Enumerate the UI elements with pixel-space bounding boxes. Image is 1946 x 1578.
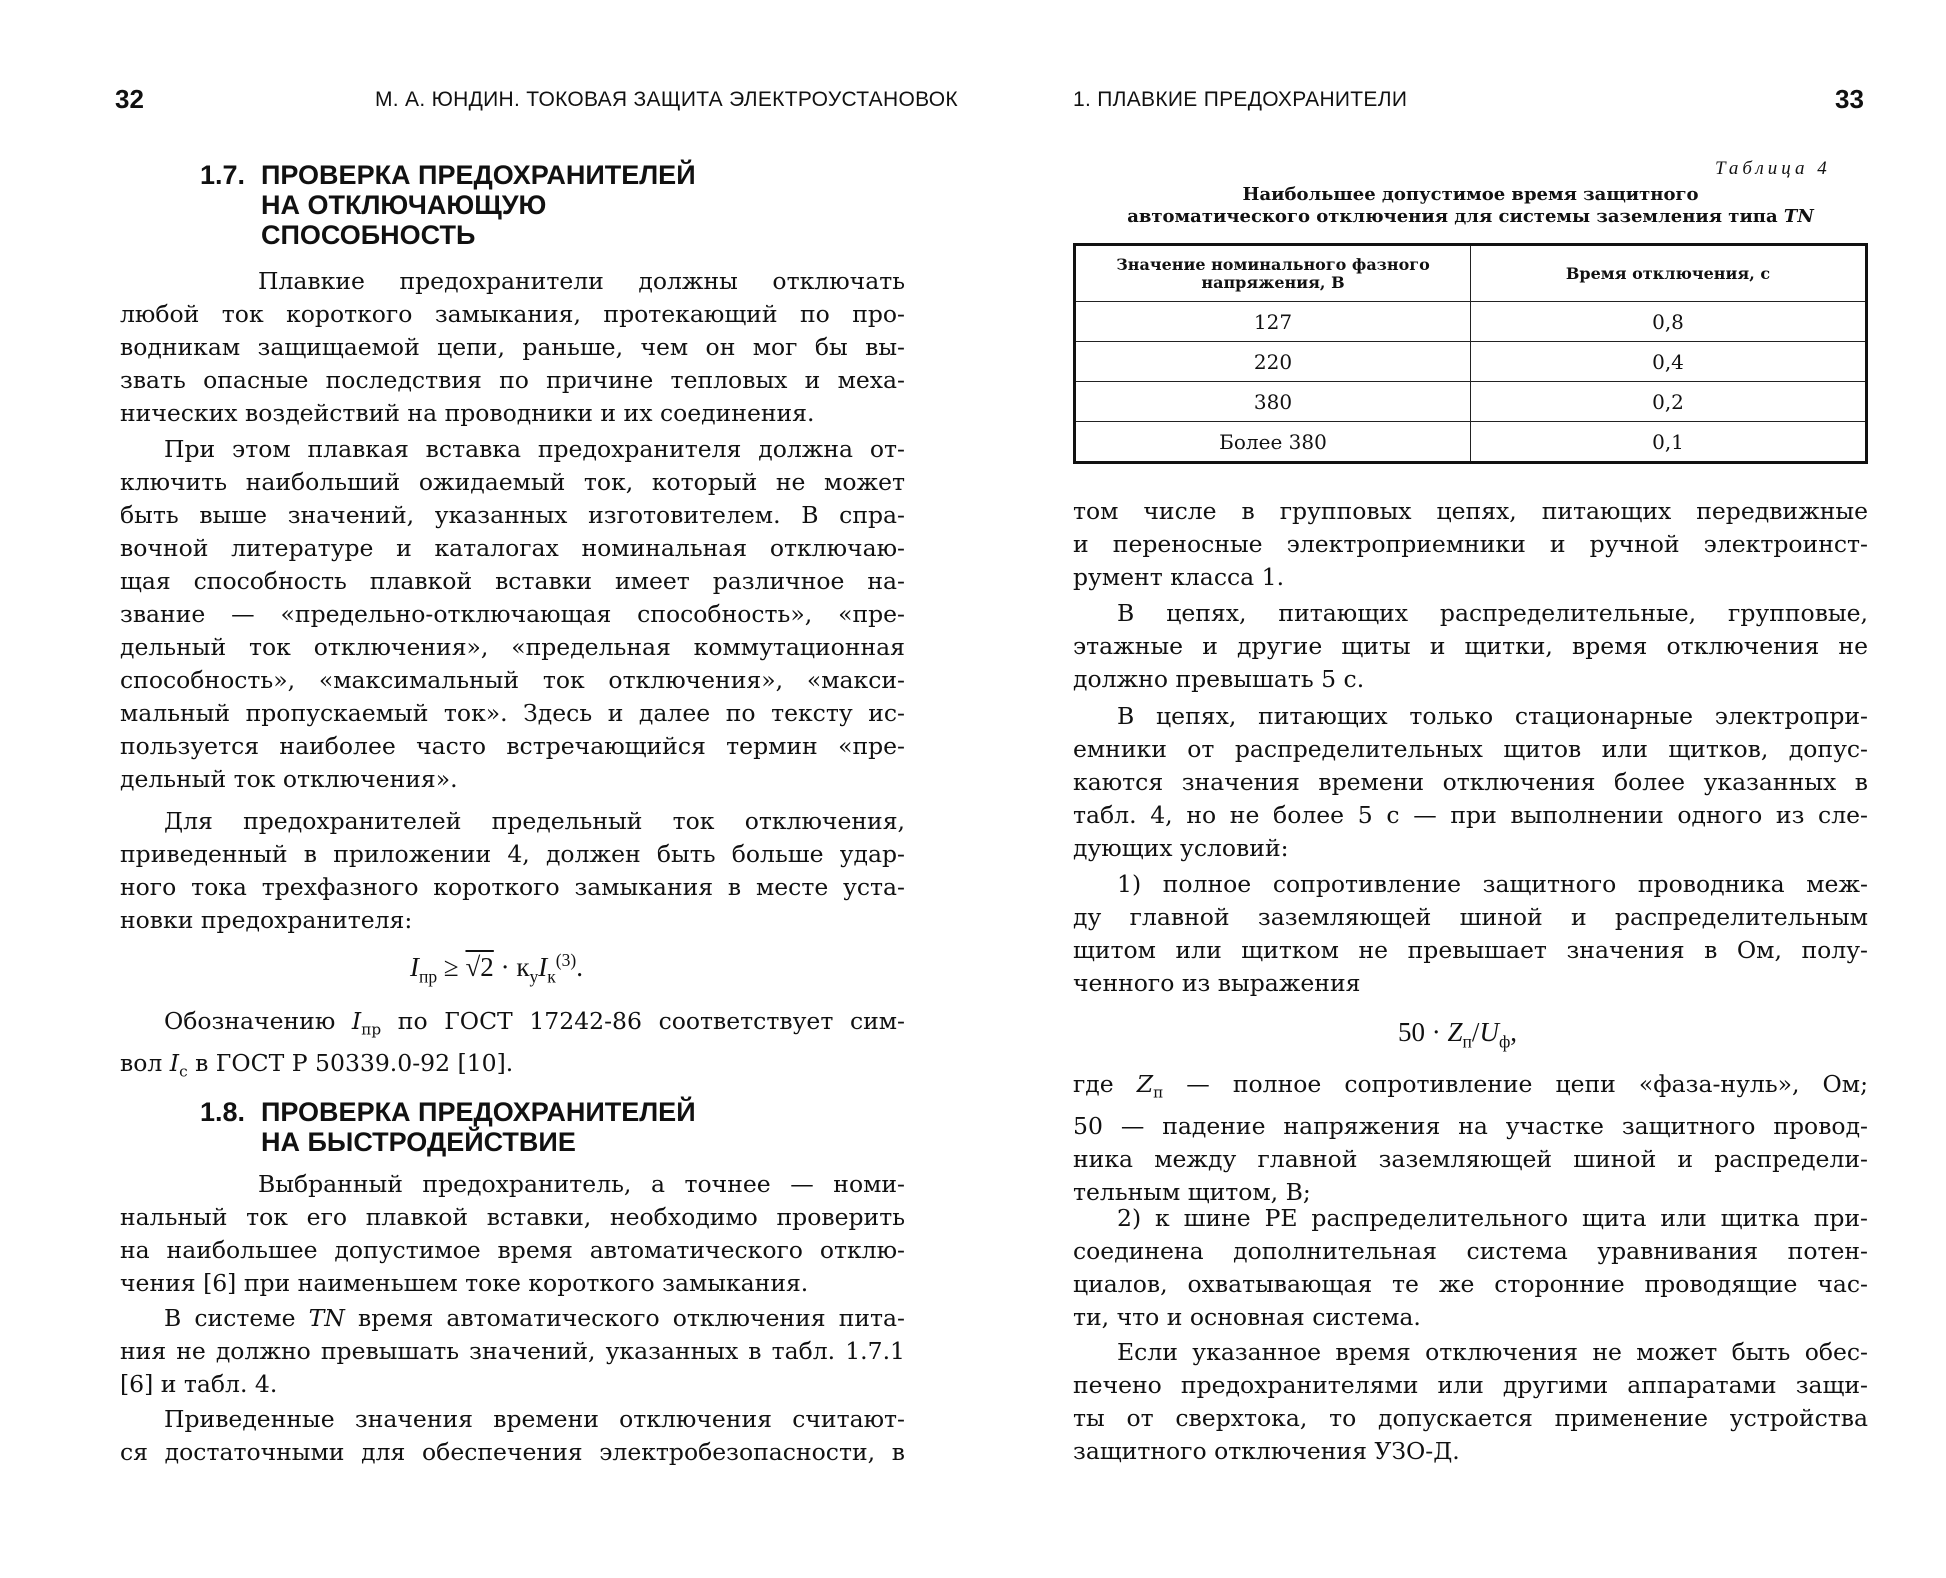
section-title-line: НА БЫСТРОДЕЙСТВИЕ — [261, 1127, 576, 1157]
text-line: 50 — падение напряжения на участке защитного провод- — [1073, 1111, 1868, 1140]
text-line — [120, 1302, 905, 1335]
formula-symbol: I — [538, 952, 548, 982]
text-line: и переносные электроприемники и ручной электроинст- — [1073, 530, 1868, 558]
paragraph — [1073, 700, 1868, 865]
text-span: вол — [120, 1048, 170, 1077]
paragraph — [1073, 1336, 1868, 1468]
formula-subscript: п — [1462, 1031, 1472, 1052]
text-span: по ГОСТ 17242-86 соответствует сим- — [381, 1007, 905, 1035]
shutdown-time-table — [1073, 243, 1868, 464]
text-line: приведенный в приложении 4, должен быть больше удар- — [120, 840, 905, 868]
text-line: вочной литературе и каталогах номинальная отключаю- — [120, 534, 905, 562]
text-line: чения [6] при наименьшем токе короткого замыкания. — [120, 1269, 809, 1297]
text-line: должно превышать 5 с. — [1073, 665, 1365, 693]
table-row — [1075, 342, 1867, 382]
text-line: ся достаточными для обеспечения электробезопасности, в — [120, 1438, 905, 1466]
text-line: циалов, охватывающая те же сторонние проводящие час- — [1073, 1270, 1868, 1298]
text-line: ника между главной заземляющей шиной и распредели- — [1073, 1144, 1868, 1173]
section-title-line: ПРОВЕРКА ПРЕДОХРАНИТЕЛЕЙ — [261, 1097, 696, 1127]
page-number: 33 — [1835, 84, 1864, 114]
text-line: каются значения времени отключения более указанных в — [1073, 768, 1868, 796]
formula-symbol: I — [410, 952, 419, 982]
text-symbol: I — [351, 1007, 362, 1035]
text-line: румент класса 1. — [1073, 563, 1285, 591]
formula-number: 50 · — [1398, 1017, 1448, 1047]
paragraph — [120, 1403, 905, 1469]
text-line: дующих условий: — [1073, 834, 1289, 862]
text-span: — полное сопротивление цепи «фаза-нуль», Ом; — [1163, 1070, 1868, 1098]
text-span: в ГОСТ Р 50339.0-92 [10]. — [187, 1048, 514, 1077]
table-cell: 0,1 — [1471, 422, 1867, 463]
text-line: звание — «предельно-отключающая способность», «пре- — [120, 600, 905, 628]
paragraph — [120, 1005, 905, 1088]
table-row — [1075, 422, 1867, 463]
text-line: любой ток короткого замыкания, протекающий по про- — [120, 300, 905, 328]
table-title-symbol: TN — [1783, 206, 1814, 227]
text-line: дельный ток отключения», «предельная коммутационная — [120, 633, 905, 661]
text-line — [120, 1047, 905, 1089]
table-row — [1075, 302, 1867, 342]
formula-subscript: пр — [419, 966, 438, 987]
text-line: способность», «максимальный ток отключения», «макси- — [120, 666, 905, 694]
section-heading-1-8 — [200, 1097, 696, 1157]
text-line: 2) к шине РЕ распределительного щита или щитка при- — [1117, 1204, 1868, 1232]
table-cell: 0,8 — [1471, 302, 1867, 342]
text-line: пользуется наиболее часто встречающийся термин «пре- — [120, 732, 905, 760]
right-page — [973, 0, 1946, 1578]
section-heading-1-7 — [200, 160, 696, 250]
text-line: [6] и табл. 4. — [120, 1370, 278, 1398]
text-line: ду главной заземляющей шиной и распределительным — [1073, 903, 1868, 931]
text-subscript: п — [1153, 1083, 1164, 1102]
text-subscript: пр — [361, 1020, 382, 1039]
text-line: соединена дополнительная система уравнивания потен- — [1073, 1237, 1868, 1265]
formula-subscript: у — [529, 966, 539, 987]
table-title — [1073, 184, 1868, 228]
text-line: емники от распределительных щитов или щитков, допус- — [1073, 735, 1868, 763]
paragraph — [1073, 597, 1868, 696]
text-span: Обозначению — [164, 1007, 352, 1035]
formula-subscript: ф — [1498, 1031, 1511, 1052]
formula-sqrt: √2 — [465, 952, 494, 982]
text-line: табл. 4, но не более 5 с — при выполнении одного из сле- — [1073, 801, 1868, 829]
text-line: мальный пропускаемый ток». Здесь и далее по тексту ис- — [120, 699, 905, 727]
text-line: ченного из выражения — [1073, 969, 1361, 997]
formula-subscript: к — [547, 966, 556, 987]
text-line: В цепях, питающих только стационарные электропри- — [1117, 702, 1868, 730]
text-line: печено предохранителями или другими аппаратами защи- — [1073, 1371, 1868, 1399]
paragraph — [120, 805, 905, 937]
text-line: щая способность плавкой вставки имеет различное на- — [120, 567, 905, 595]
formula-operator: / — [1471, 1017, 1480, 1047]
text-subscript: c — [179, 1062, 188, 1081]
formula-operator: ≥ — [437, 952, 466, 982]
table-cell: Более 380 — [1075, 422, 1471, 463]
text-line: Плавкие предохранители должны отключать — [258, 267, 905, 295]
paragraph — [120, 265, 905, 430]
table-caption: Таблица 4 — [1715, 158, 1831, 179]
text-line: быть выше значений, указанных изготовителем. В спра- — [120, 501, 905, 529]
table-header-row — [1075, 245, 1867, 302]
text-line: Если указанное время отключения не может быть обес- — [1117, 1338, 1868, 1366]
paragraph — [1073, 868, 1868, 1000]
section-title-line: ПРОВЕРКА ПРЕДОХРАНИТЕЛЕЙ — [261, 160, 696, 190]
text-line: защитного отключения УЗО-Д. — [1073, 1437, 1460, 1465]
text-line: При этом плавкая вставка предохранителя должна от- — [164, 435, 905, 463]
text-symbol: Z — [1136, 1070, 1154, 1098]
table-header-cell: Значение номинального фазного напряжения, В — [1075, 245, 1471, 302]
table-cell: 0,4 — [1471, 342, 1867, 382]
text-line: нических воздействий на проводники и их соединения. — [120, 399, 815, 427]
table-title-line: Наибольшее допустимое время защитного — [1242, 184, 1699, 205]
formula-symbol: Z — [1447, 1017, 1463, 1047]
text-line: ния не должно превышать значений, указанных в табл. 1.7.1 — [120, 1337, 905, 1365]
paragraph — [120, 433, 905, 796]
text-line: Приведенные значения времени отключения считают- — [164, 1405, 905, 1433]
text-line: том числе в групповых цепях, питающих передвижные — [1073, 497, 1868, 525]
page-number: 32 — [115, 84, 144, 114]
formula-symbol: к — [516, 952, 530, 982]
text-line: новки предохранителя: — [120, 906, 413, 934]
formula-voltage-ratio — [1398, 1017, 1517, 1052]
text-span: время автоматического отключения пита- — [344, 1304, 905, 1332]
paragraph — [1073, 495, 1868, 594]
table-cell: 0,2 — [1471, 382, 1867, 422]
text-line: Выбранный предохранитель, а точнее — номи- — [258, 1170, 905, 1198]
text-line: 1) полное сопротивление защитного проводника меж- — [1117, 870, 1868, 898]
text-line: ты от сверхтока, то допускается применение устройства — [1073, 1404, 1868, 1432]
text-line — [1073, 1068, 1868, 1110]
formula-symbol: U — [1479, 1017, 1499, 1047]
text-line: нальный ток его плавкой вставки, необходимо проверить — [120, 1203, 905, 1231]
table-row — [1075, 382, 1867, 422]
text-line: ного тока трехфазного короткого замыкания в месте уста- — [120, 873, 905, 901]
paragraph — [1073, 1202, 1868, 1334]
text-symbol: TN — [308, 1304, 345, 1332]
text-span: где — [1073, 1070, 1137, 1098]
table-cell: 220 — [1075, 342, 1471, 382]
text-line: ти, что и основная система. — [1073, 1303, 1421, 1331]
running-header: М. А. ЮНДИН. ТОКОВАЯ ЗАЩИТА ЭЛЕКТРОУСТАНОВОК — [375, 88, 958, 111]
text-line — [120, 1005, 905, 1047]
text-span: В системе — [164, 1304, 309, 1332]
table-cell: 380 — [1075, 382, 1471, 422]
text-line: водникам защищаемой цепи, раньше, чем он мог бы вы- — [120, 333, 905, 361]
text-line: тельным щитом, В; — [1073, 1177, 1311, 1206]
text-line: Для предохранителей предельный ток отключения, — [164, 807, 905, 835]
text-line: на наибольшее допустимое время автоматического отклю- — [120, 1236, 905, 1264]
text-symbol: I — [169, 1048, 180, 1077]
paragraph — [1073, 1068, 1868, 1209]
text-line: этажные и другие щиты и щитки, время отключения не — [1073, 632, 1868, 660]
formula-punct: , — [1510, 1017, 1518, 1047]
paragraph — [120, 1168, 905, 1300]
text-line: дельный ток отключения». — [120, 765, 458, 793]
table-header-cell: Время отключения, с — [1471, 245, 1867, 302]
section-title-line: СПОСОБНОСТЬ — [261, 220, 476, 250]
text-line: В цепях, питающих распределительные, групповые, — [1117, 599, 1868, 627]
formula-superscript: (3) — [555, 950, 577, 970]
table-cell: 127 — [1075, 302, 1471, 342]
section-number: 1.7. — [200, 160, 246, 190]
running-header: 1. ПЛАВКИЕ ПРЕДОХРАНИТЕЛИ — [1073, 88, 1408, 111]
section-number: 1.8. — [200, 1097, 246, 1127]
table-title-line — [1073, 206, 1868, 228]
text-line: звать опасные последствия по причине тепловых и меха- — [120, 366, 905, 394]
section-title-line: НА ОТКЛЮЧАЮЩУЮ — [261, 190, 547, 220]
paragraph — [120, 1302, 905, 1401]
formula-breaking-current — [410, 950, 583, 987]
formula-punct: . — [576, 952, 583, 982]
text-line: щитом или щитком не превышает значения в Ом, полу- — [1073, 936, 1868, 964]
text-line: ключить наибольший ожидаемый ток, который не может — [120, 468, 905, 496]
formula-operator: · — [493, 952, 517, 982]
table-title-span: автоматического отключения для системы заземления типа — [1127, 206, 1784, 227]
